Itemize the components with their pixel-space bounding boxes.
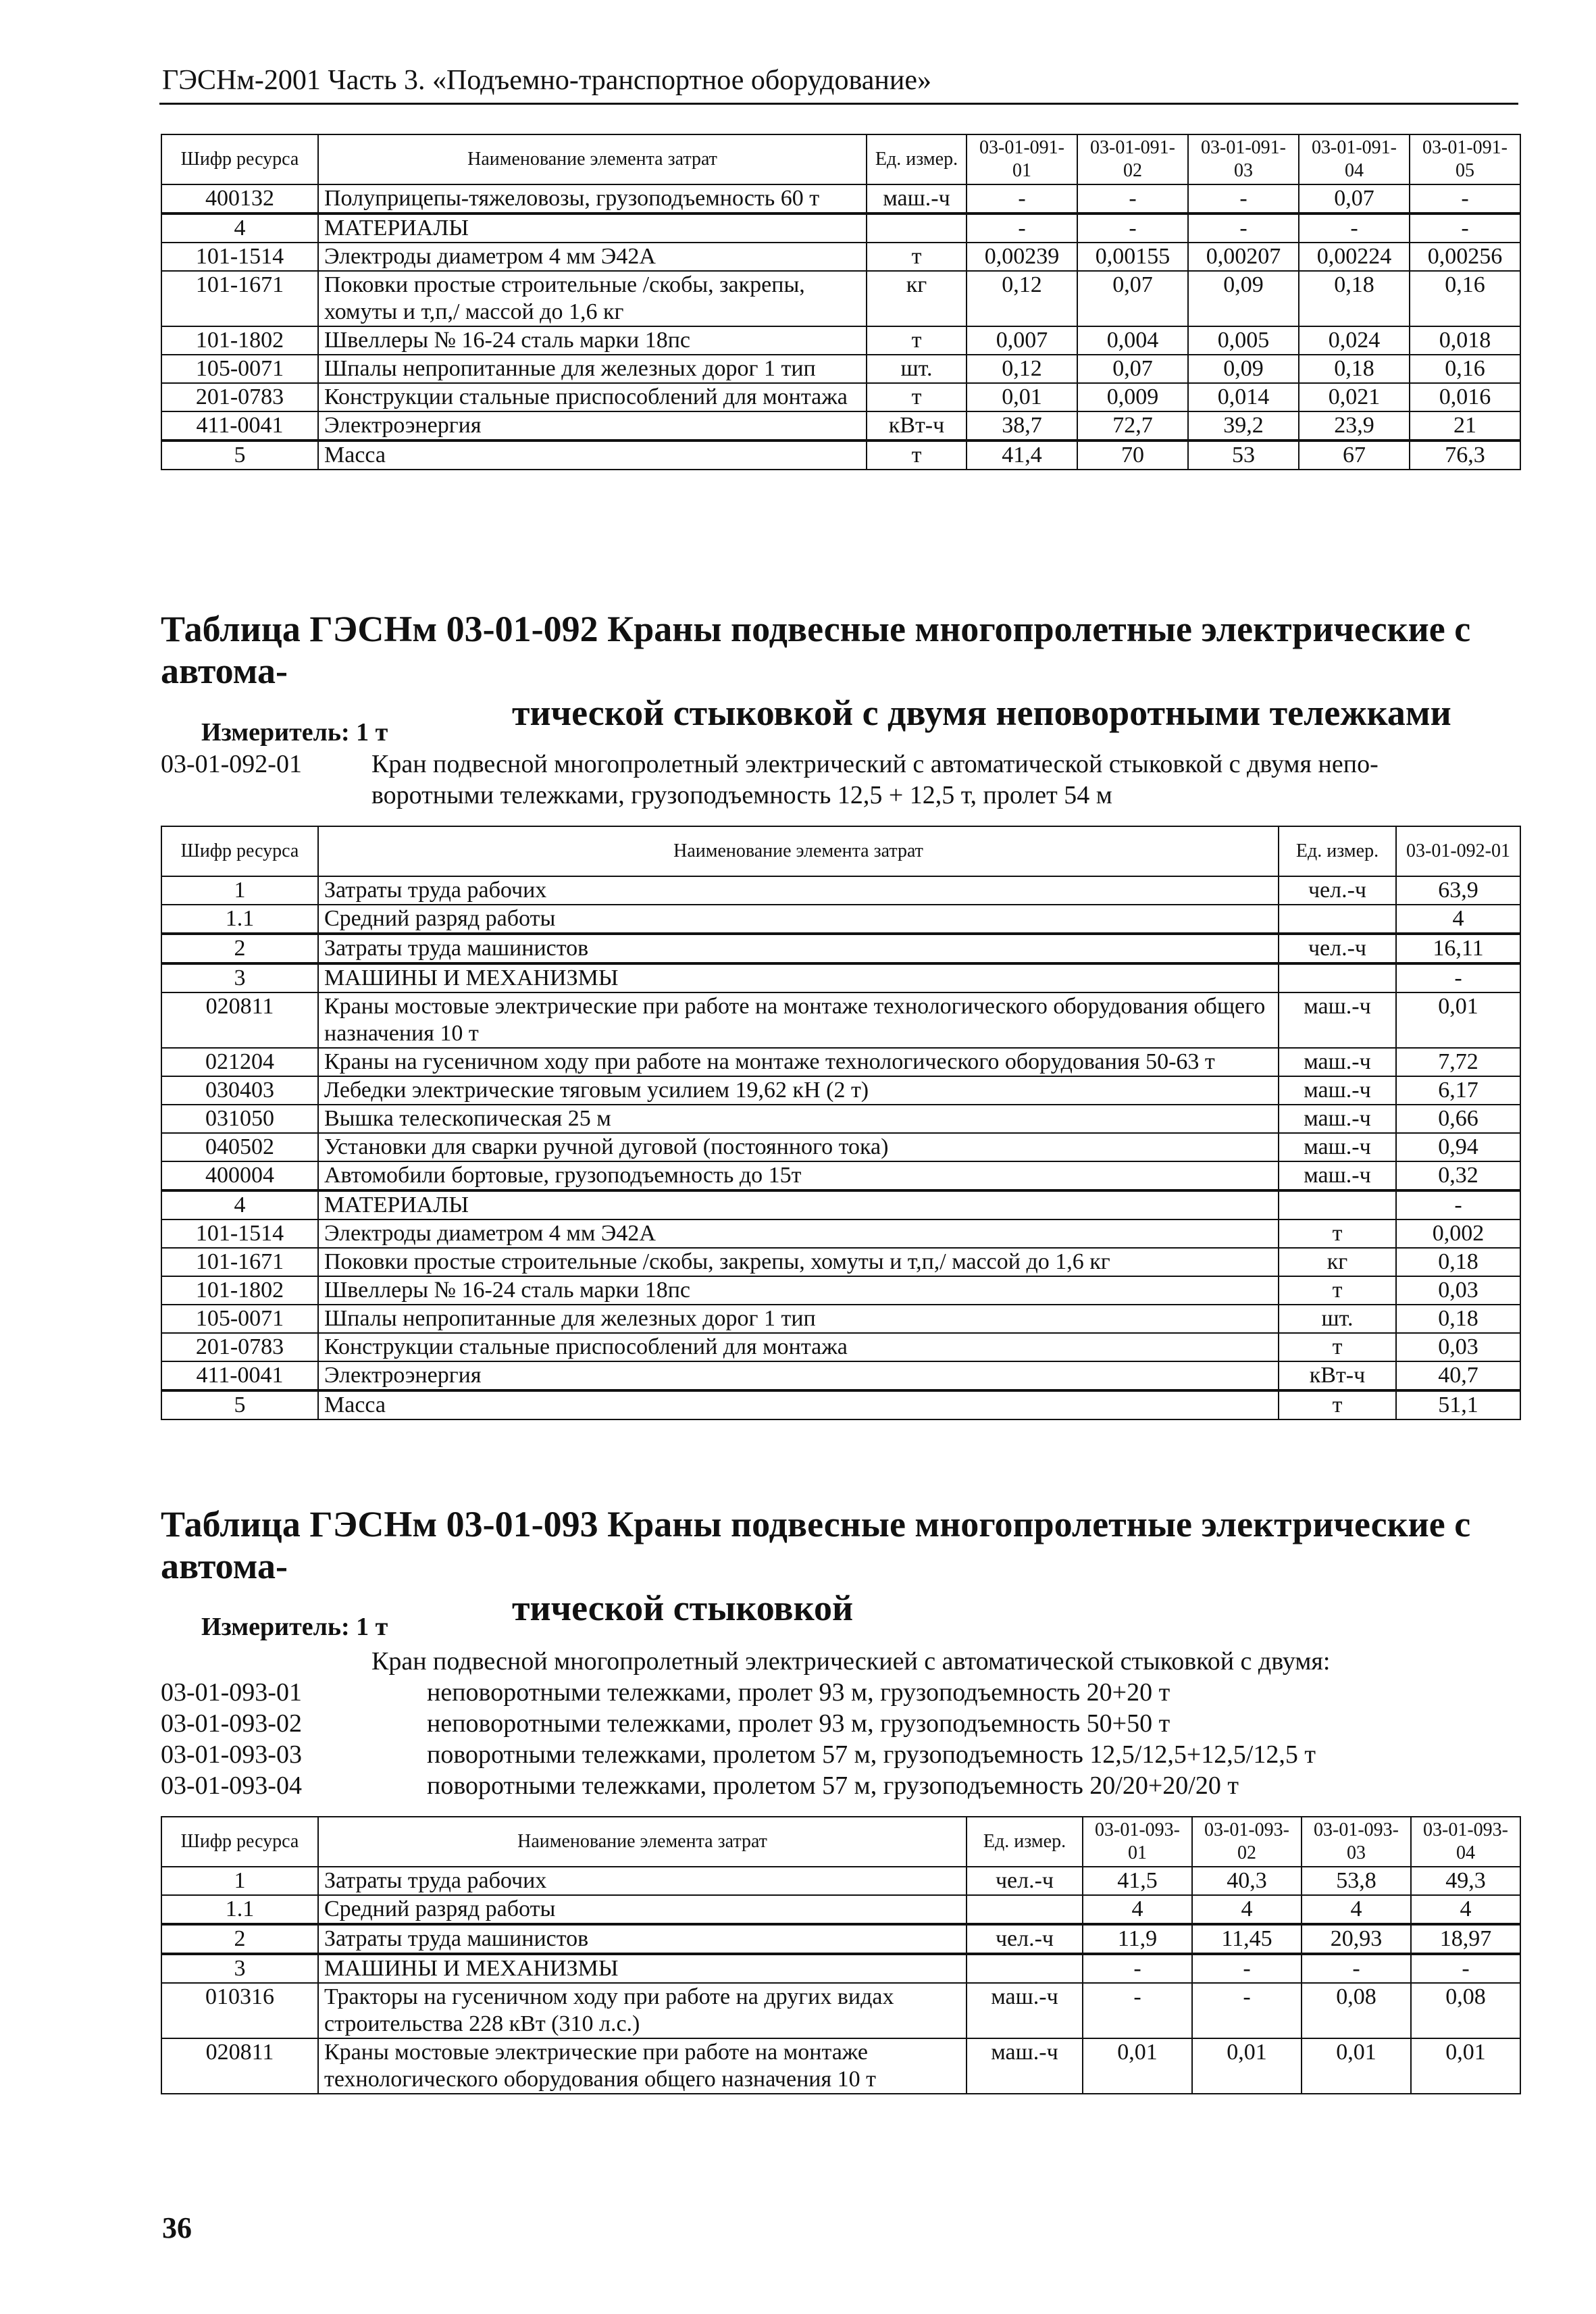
- cell-value: 0,18: [1299, 355, 1410, 383]
- cell-code: 4: [161, 213, 318, 243]
- table-row: [161, 441, 1520, 470]
- measure-092: [201, 718, 388, 747]
- table-row: [161, 243, 1520, 271]
- cell-value: 0,66: [1396, 1105, 1520, 1133]
- header-unit: Ед. измер.: [867, 134, 967, 184]
- table-header-row: [161, 1817, 1520, 1867]
- cell-value: 0,024: [1299, 326, 1410, 355]
- desc-code: 03-01-093-03: [161, 1740, 302, 1769]
- table-row: [161, 2038, 1520, 2094]
- cell-unit: т: [867, 441, 967, 470]
- cell-value: -: [1411, 1954, 1520, 1983]
- header-code: Шифр ресурса: [161, 826, 318, 876]
- resource-table-091: [161, 134, 1521, 470]
- cell-code: 101-1671: [161, 1248, 318, 1276]
- cell-value: 41,5: [1083, 1867, 1192, 1895]
- cell-code: 2: [161, 934, 318, 963]
- table-row: [161, 905, 1520, 934]
- table-row: [161, 1076, 1520, 1105]
- cell-code: 031050: [161, 1105, 318, 1133]
- cell-value: 4: [1396, 905, 1520, 934]
- cell-code: 400004: [161, 1161, 318, 1190]
- header-unit: Ед. измер.: [1279, 826, 1396, 876]
- cell-unit: шт.: [867, 355, 967, 383]
- header-col: 03-01-093-03: [1302, 1817, 1411, 1867]
- table-row: [161, 1867, 1520, 1895]
- desc-text: поворотными тележками, пролетом 57 м, грузоподъемность 12,5/12,5+12,5/12,5 т: [427, 1740, 1316, 1769]
- cell-value: 0,03: [1396, 1333, 1520, 1361]
- cell-code: 101-1671: [161, 271, 318, 326]
- desc-code: 03-01-093-01: [161, 1678, 302, 1707]
- cell-value: 4: [1411, 1895, 1520, 1924]
- table-row: [161, 383, 1520, 411]
- cell-code: 411-0041: [161, 1361, 318, 1390]
- cell-unit: кг: [1279, 1248, 1396, 1276]
- cell-value: -: [1077, 184, 1188, 213]
- cell-name: Конструкции стальные приспособлений для монтажа: [318, 1333, 1279, 1361]
- cell-value: 70: [1077, 441, 1188, 470]
- table-row: [161, 1276, 1520, 1305]
- cell-value: 0,01: [1192, 2038, 1302, 2094]
- cell-value: 0,09: [1188, 271, 1299, 326]
- cell-value: 0,12: [967, 355, 1077, 383]
- cell-value: -: [1396, 963, 1520, 992]
- cell-code: 101-1514: [161, 243, 318, 271]
- cell-name: Краны мостовые электрические при работе на монтаже технологического оборудования общего назначения 10 т: [318, 992, 1279, 1048]
- header-rule: [159, 103, 1518, 105]
- table-row: [161, 411, 1520, 441]
- cell-value: 11,45: [1192, 1924, 1302, 1954]
- cell-value: 0,01: [1411, 2038, 1520, 2094]
- section-row: [161, 213, 1520, 243]
- cell-name: Краны мостовые электрические при работе на монтаже технологического оборудования общего назначения 10 т: [318, 2038, 967, 2094]
- table-row: [161, 934, 1520, 963]
- header-name: Наименование элемента затрат: [318, 1817, 967, 1867]
- cell-value: 0,00239: [967, 243, 1077, 271]
- cell-value: 72,7: [1077, 411, 1188, 441]
- desc-code: 03-01-092-01: [161, 750, 302, 778]
- cell-value: 0,08: [1411, 1983, 1520, 2038]
- resource-table-092: [161, 826, 1521, 1420]
- header-col: 03-01-092-01: [1396, 826, 1520, 876]
- cell-code: 1.1: [161, 905, 318, 934]
- section-row: [161, 1190, 1520, 1219]
- cell-name: Полуприцепы-тяжеловозы, грузоподъемность 60 т: [318, 184, 867, 213]
- cell-unit: [1279, 963, 1396, 992]
- cell-name: Поковки простые строительные /скобы, закрепы, хомуты и т,п,/ массой до 1,6 кг: [318, 1248, 1279, 1276]
- header-col: 03-01-091-02: [1077, 134, 1188, 184]
- cell-value: 0,16: [1410, 271, 1520, 326]
- cell-name: Конструкции стальные приспособлений для монтажа: [318, 383, 867, 411]
- cell-value: 0,004: [1077, 326, 1188, 355]
- header-code: Шифр ресурса: [161, 134, 318, 184]
- cell-code: 101-1802: [161, 1276, 318, 1305]
- cell-value: -: [1188, 184, 1299, 213]
- cell-name: Тракторы на гусеничном ходу при работе на других видах строительства 228 кВт (310 л.с.): [318, 1983, 967, 2038]
- cell-value: -: [1083, 1983, 1192, 2038]
- cell-unit: маш.-ч: [967, 2038, 1083, 2094]
- table-row: [161, 1333, 1520, 1361]
- cell-unit: чел.-ч: [1279, 876, 1396, 905]
- cell-unit: т: [1279, 1219, 1396, 1248]
- cell-value: 40,7: [1396, 1361, 1520, 1390]
- desc-text: неповоротными тележками, пролет 93 м, грузоподъемность 50+50 т: [427, 1709, 1170, 1738]
- cell-code: 101-1514: [161, 1219, 318, 1248]
- cell-value: 0,07: [1077, 355, 1188, 383]
- desc-code: 03-01-093-04: [161, 1771, 302, 1800]
- cell-name: Затраты труда машинистов: [318, 934, 1279, 963]
- table-row: [161, 1390, 1520, 1419]
- cell-name: Затраты труда машинистов: [318, 1924, 967, 1954]
- measure-label: Измеритель:: [201, 1613, 350, 1641]
- cell-name: Установки для сварки ручной дуговой (постоянного тока): [318, 1133, 1279, 1161]
- cell-value: 0,07: [1299, 184, 1410, 213]
- cell-code: 1: [161, 876, 318, 905]
- cell-value: 6,17: [1396, 1076, 1520, 1105]
- table-row: [161, 1983, 1520, 2038]
- cell-value: -: [1410, 213, 1520, 243]
- table-header-row: [161, 826, 1520, 876]
- cell-code: 4: [161, 1190, 318, 1219]
- desc-text: неповоротными тележками, пролет 93 м, грузоподъемность 20+20 т: [427, 1678, 1170, 1707]
- cell-name: МАТЕРИАЛЫ: [318, 213, 867, 243]
- table-row: [161, 1219, 1520, 1248]
- cell-unit: маш.-ч: [1279, 1076, 1396, 1105]
- cell-unit: маш.-ч: [867, 184, 967, 213]
- title-line: Таблица ГЭСНм 03-01-092 Краны подвесные многопролетные электрические с автома-: [161, 609, 1471, 691]
- cell-unit: кВт-ч: [1279, 1361, 1396, 1390]
- cell-value: 76,3: [1410, 441, 1520, 470]
- cell-unit: чел.-ч: [967, 1924, 1083, 1954]
- cell-name: Электроэнергия: [318, 1361, 1279, 1390]
- cell-value: 0,01: [1083, 2038, 1192, 2094]
- cell-value: 49,3: [1411, 1867, 1520, 1895]
- cell-value: 0,08: [1302, 1983, 1411, 2038]
- table-row: [161, 992, 1520, 1048]
- cell-unit: [1279, 1190, 1396, 1219]
- desc-text: Кран подвесной многопролетный электрический с автоматической стыковкой с двумя непо-: [371, 750, 1379, 778]
- table-row: [161, 1048, 1520, 1076]
- cell-unit: т: [1279, 1390, 1396, 1419]
- cell-value: -: [1410, 184, 1520, 213]
- cell-value: -: [1188, 213, 1299, 243]
- cell-value: 0,021: [1299, 383, 1410, 411]
- cell-code: 105-0071: [161, 1305, 318, 1333]
- cell-value: 0,01: [1396, 992, 1520, 1048]
- cell-name: Электроды диаметром 4 мм Э42А: [318, 243, 867, 271]
- cell-value: -: [1299, 213, 1410, 243]
- cell-unit: т: [1279, 1276, 1396, 1305]
- cell-code: 201-0783: [161, 1333, 318, 1361]
- cell-value: 51,1: [1396, 1390, 1520, 1419]
- cell-unit: маш.-ч: [1279, 1161, 1396, 1190]
- cell-unit: т: [1279, 1333, 1396, 1361]
- cell-value: 11,9: [1083, 1924, 1192, 1954]
- cell-value: -: [967, 184, 1077, 213]
- cell-name: Поковки простые строительные /скобы, закрепы, хомуты и т,п,/ массой до 1,6 кг: [318, 271, 867, 326]
- table-title-093: [161, 1503, 1520, 1629]
- section-row: [161, 963, 1520, 992]
- header-col: 03-01-091-03: [1188, 134, 1299, 184]
- cell-code: 105-0071: [161, 355, 318, 383]
- cell-value: 0,00256: [1410, 243, 1520, 271]
- cell-name: Средний разряд работы: [318, 1895, 967, 1924]
- cell-unit: т: [867, 383, 967, 411]
- measure-label: Измеритель:: [201, 718, 350, 747]
- cell-value: -: [1302, 1954, 1411, 1983]
- cell-unit: т: [867, 326, 967, 355]
- cell-unit: маш.-ч: [967, 1983, 1083, 2038]
- cell-value: 53,8: [1302, 1867, 1411, 1895]
- table-row: [161, 1305, 1520, 1333]
- cell-value: -: [1077, 213, 1188, 243]
- cell-unit: маш.-ч: [1279, 992, 1396, 1048]
- cell-code: 020811: [161, 2038, 318, 2094]
- cell-value: 0,016: [1410, 383, 1520, 411]
- cell-code: 5: [161, 441, 318, 470]
- cell-value: 0,00207: [1188, 243, 1299, 271]
- cell-value: 0,18: [1396, 1248, 1520, 1276]
- cell-code: 2: [161, 1924, 318, 1954]
- cell-name: Средний разряд работы: [318, 905, 1279, 934]
- table-row: [161, 1361, 1520, 1390]
- desc-text: поворотными тележками, пролетом 57 м, грузоподъемность 20/20+20/20 т: [427, 1771, 1239, 1800]
- cell-value: 0,32: [1396, 1161, 1520, 1190]
- header-name: Наименование элемента затрат: [318, 826, 1279, 876]
- cell-unit: [867, 213, 967, 243]
- cell-value: 0,009: [1077, 383, 1188, 411]
- cell-value: 0,007: [967, 326, 1077, 355]
- cell-name: Масса: [318, 1390, 1279, 1419]
- cell-value: 67: [1299, 441, 1410, 470]
- cell-value: 0,00224: [1299, 243, 1410, 271]
- table-row: [161, 271, 1520, 326]
- cell-value: 4: [1192, 1895, 1302, 1924]
- cell-value: -: [967, 213, 1077, 243]
- table-row: [161, 1161, 1520, 1190]
- header-col: 03-01-091-01: [967, 134, 1077, 184]
- cell-value: 0,002: [1396, 1219, 1520, 1248]
- cell-name: Затраты труда рабочих: [318, 1867, 967, 1895]
- cell-name: Электроэнергия: [318, 411, 867, 441]
- cell-value: 4: [1302, 1895, 1411, 1924]
- header-col: 03-01-091-04: [1299, 134, 1410, 184]
- cell-unit: [1279, 905, 1396, 934]
- cell-code: 5: [161, 1390, 318, 1419]
- cell-value: 16,11: [1396, 934, 1520, 963]
- cell-value: 21: [1410, 411, 1520, 441]
- cell-name: Краны на гусеничном ходу при работе на монтаже технологического оборудования 50-63 т: [318, 1048, 1279, 1076]
- cell-name: Швеллеры № 16-24 сталь марки 18пс: [318, 326, 867, 355]
- table-header-row: [161, 134, 1520, 184]
- cell-code: 201-0783: [161, 383, 318, 411]
- cell-name: МАТЕРИАЛЫ: [318, 1190, 1279, 1219]
- cell-unit: кг: [867, 271, 967, 326]
- table-row: [161, 1248, 1520, 1276]
- cell-code: 411-0041: [161, 411, 318, 441]
- desc-text: воротными тележками, грузоподъемность 12,5 + 12,5 т, пролет 54 м: [371, 781, 1112, 809]
- cell-value: 0,09: [1188, 355, 1299, 383]
- measure-value: 1 т: [356, 718, 388, 747]
- cell-code: 3: [161, 1954, 318, 1983]
- cell-code: 101-1802: [161, 326, 318, 355]
- cell-value: -: [1083, 1954, 1192, 1983]
- cell-name: Электроды диаметром 4 мм Э42А: [318, 1219, 1279, 1248]
- cell-unit: маш.-ч: [1279, 1133, 1396, 1161]
- cell-code: 020811: [161, 992, 318, 1048]
- cell-name: Масса: [318, 441, 867, 470]
- cell-value: 40,3: [1192, 1867, 1302, 1895]
- cell-value: -: [1192, 1954, 1302, 1983]
- cell-value: 0,01: [1302, 2038, 1411, 2094]
- cell-code: 030403: [161, 1076, 318, 1105]
- table-row: [161, 1924, 1520, 1954]
- cell-unit: маш.-ч: [1279, 1105, 1396, 1133]
- cell-unit: шт.: [1279, 1305, 1396, 1333]
- cell-code: 1.1: [161, 1895, 318, 1924]
- header-col: 03-01-093-02: [1192, 1817, 1302, 1867]
- title-line: Таблица ГЭСНм 03-01-093 Краны подвесные многопролетные электрические с автома-: [161, 1504, 1471, 1586]
- cell-value: 0,005: [1188, 326, 1299, 355]
- cell-value: 23,9: [1299, 411, 1410, 441]
- cell-code: 400132: [161, 184, 318, 213]
- header-col: 03-01-091-05: [1410, 134, 1520, 184]
- cell-name: Швеллеры № 16-24 сталь марки 18пс: [318, 1276, 1279, 1305]
- cell-unit: т: [867, 243, 967, 271]
- cell-unit: чел.-ч: [967, 1867, 1083, 1895]
- table-row: [161, 184, 1520, 213]
- cell-name: Автомобили бортовые, грузоподъемность до 15т: [318, 1161, 1279, 1190]
- cell-code: 1: [161, 1867, 318, 1895]
- desc-intro: Кран подвесной многопролетный электрическией с автоматической стыковкой с двумя:: [371, 1647, 1331, 1676]
- cell-value: 20,93: [1302, 1924, 1411, 1954]
- cell-unit: [967, 1954, 1083, 1983]
- cell-value: 0,18: [1396, 1305, 1520, 1333]
- header-name: Наименование элемента затрат: [318, 134, 867, 184]
- measure-093: [201, 1612, 388, 1642]
- cell-value: 4: [1083, 1895, 1192, 1924]
- header-col: 03-01-093-04: [1411, 1817, 1520, 1867]
- cell-value: 0,07: [1077, 271, 1188, 326]
- cell-value: 0,94: [1396, 1133, 1520, 1161]
- measure-value: 1 т: [356, 1613, 388, 1641]
- cell-value: 0,16: [1410, 355, 1520, 383]
- title-line: тической стыковкой: [512, 1588, 854, 1628]
- table-row: [161, 876, 1520, 905]
- header-code: Шифр ресурса: [161, 1817, 318, 1867]
- table-row: [161, 1895, 1520, 1924]
- cell-value: -: [1192, 1983, 1302, 2038]
- table-row: [161, 1133, 1520, 1161]
- cell-name: Вышка телескопическая 25 м: [318, 1105, 1279, 1133]
- cell-unit: чел.-ч: [1279, 934, 1396, 963]
- cell-value: 0,12: [967, 271, 1077, 326]
- running-header: ГЭСНм-2001 Часть 3. «Подъемно-транспортное оборудование»: [162, 65, 931, 96]
- desc-code: 03-01-093-02: [161, 1709, 302, 1738]
- cell-code: 3: [161, 963, 318, 992]
- cell-value: 0,01: [967, 383, 1077, 411]
- resource-table-093: [161, 1816, 1521, 2094]
- cell-value: 63,9: [1396, 876, 1520, 905]
- cell-value: 7,72: [1396, 1048, 1520, 1076]
- cell-value: 0,03: [1396, 1276, 1520, 1305]
- cell-value: 38,7: [967, 411, 1077, 441]
- cell-value: -: [1396, 1190, 1520, 1219]
- cell-name: МАШИНЫ И МЕХАНИЗМЫ: [318, 1954, 967, 1983]
- cell-value: 0,18: [1299, 271, 1410, 326]
- header-unit: Ед. измер.: [967, 1817, 1083, 1867]
- cell-name: Шпалы непропитанные для железных дорог 1 тип: [318, 355, 867, 383]
- cell-name: Лебедки электрические тяговым усилием 19,62 кН (2 т): [318, 1076, 1279, 1105]
- table-row: [161, 1105, 1520, 1133]
- cell-value: 39,2: [1188, 411, 1299, 441]
- cell-code: 021204: [161, 1048, 318, 1076]
- cell-value: 0,00155: [1077, 243, 1188, 271]
- header-col: 03-01-093-01: [1083, 1817, 1192, 1867]
- cell-value: 53: [1188, 441, 1299, 470]
- cell-value: 0,014: [1188, 383, 1299, 411]
- table-title-092: [161, 608, 1520, 734]
- cell-name: Затраты труда рабочих: [318, 876, 1279, 905]
- page-number: 36: [162, 2211, 192, 2244]
- section-row: [161, 1954, 1520, 1983]
- cell-value: 41,4: [967, 441, 1077, 470]
- cell-unit: маш.-ч: [1279, 1048, 1396, 1076]
- table-row: [161, 355, 1520, 383]
- table-row: [161, 326, 1520, 355]
- cell-value: 0,018: [1410, 326, 1520, 355]
- cell-code: 040502: [161, 1133, 318, 1161]
- title-line: тической стыковкой с двумя неповоротными тележками: [512, 693, 1451, 733]
- cell-value: 18,97: [1411, 1924, 1520, 1954]
- cell-code: 010316: [161, 1983, 318, 2038]
- cell-name: МАШИНЫ И МЕХАНИЗМЫ: [318, 963, 1279, 992]
- cell-name: Шпалы непропитанные для железных дорог 1 тип: [318, 1305, 1279, 1333]
- cell-unit: [967, 1895, 1083, 1924]
- cell-unit: кВт-ч: [867, 411, 967, 441]
